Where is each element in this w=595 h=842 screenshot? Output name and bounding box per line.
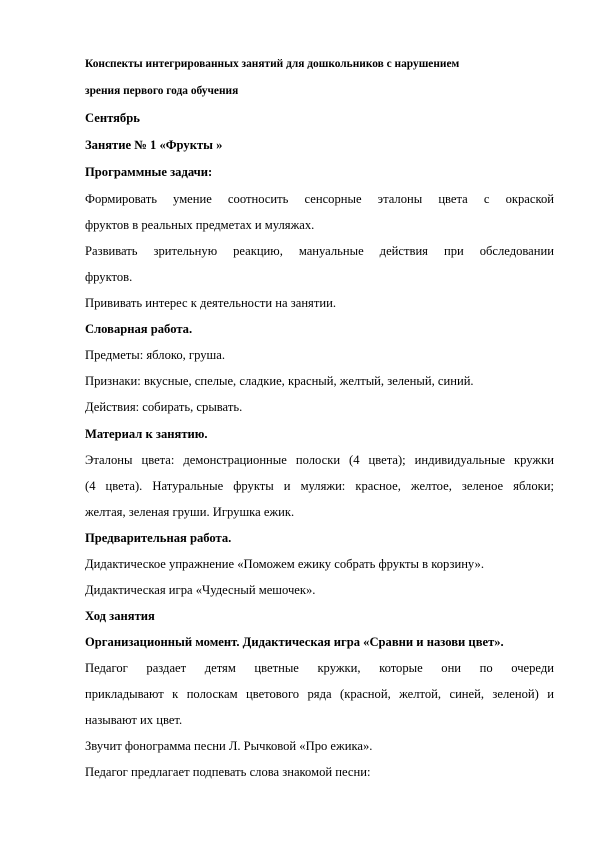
program-tasks-heading: Программные задачи: [85,165,213,179]
preliminary-work-line-2: Дидактическая игра «Чудесный мешочек». [85,583,316,597]
lesson-course-heading: Ход занятия [85,609,155,623]
preliminary-work-line-1: Дидактическое упражнение «Поможем ежику собрать фрукты в корзину». [85,557,484,571]
vocabulary-actions: Действия: собирать, срывать. [85,400,243,414]
vocabulary-objects: Предметы: яблоко, груша. [85,348,225,362]
vocabulary-heading: Словарная работа. [85,322,193,336]
program-task-2-line-2: фруктов. [85,270,133,284]
course-paragraph-3: Педагог предлагает подпевать слова знакомой песни: [85,765,371,779]
program-task-1-line-1: Формировать умение соотносить сенсорные эталоны цвета с окраской [85,192,554,206]
program-task-1-line-2: фруктов в реальных предметах и муляжах. [85,218,315,232]
program-task-3: Прививать интерес к деятельности на занятии. [85,296,336,310]
organizational-moment-heading: Организационный момент. Дидактическая игра «Сравни и назови цвет». [85,635,504,649]
month-heading: Сентябрь [85,111,140,125]
preliminary-work-heading: Предварительная работа. [85,531,232,545]
document-title-line-2: зрения первого года обучения [85,85,239,97]
lesson-title: Занятие № 1 «Фрукты » [85,138,223,152]
material-line-2: (4 цвета). Натуральные фрукты и муляжи: красное, желтое, зеленое яблоки; [85,479,554,493]
program-task-2-line-1: Развивать зрительную реакцию, мануальные действия при обследовании [85,244,554,258]
material-line-3: желтая, зеленая груши. Игрушка ежик. [85,505,295,519]
course-paragraph-1-line-3: называют их цвет. [85,713,183,727]
vocabulary-features: Признаки: вкусные, спелые, сладкие, красный, желтый, зеленый, синий. [85,374,474,388]
course-paragraph-1-line-2: прикладывают к полоскам цветового ряда (красной, желтой, синей, зеленой) и [85,687,554,701]
material-heading: Материал к занятию. [85,427,208,441]
document-title-line-1: Конспекты интегрированных занятий для дошкольников с нарушением [85,58,460,70]
course-paragraph-2: Звучит фонограмма песни Л. Рычковой «Про ежика». [85,739,373,753]
course-paragraph-1-line-1: Педагог раздает детям цветные кружки, которые они по очереди [85,661,554,675]
material-line-1: Эталоны цвета: демонстрационные полоски (4 цвета); индивидуальные кружки [85,453,554,467]
